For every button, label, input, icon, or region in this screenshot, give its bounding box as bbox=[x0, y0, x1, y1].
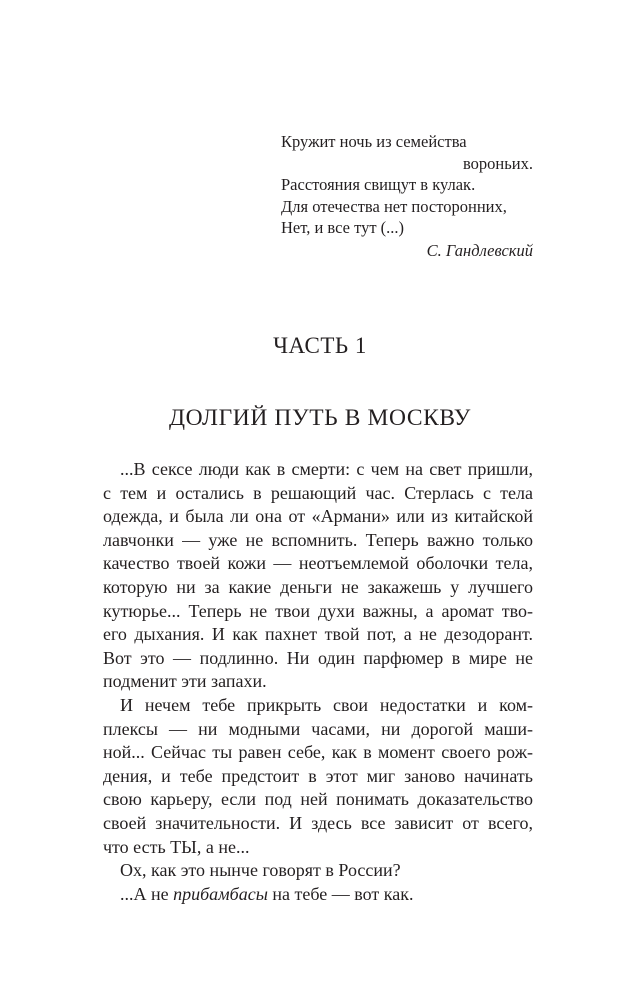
body-line: кутюрье... Теперь не твои духи важны, а аромат тво- bbox=[103, 600, 533, 621]
body-line: ной... Сейчас ты равен себе, как в момент своего рож- bbox=[103, 742, 533, 763]
body-line: которую ни за какие деньги не закажешь у лучшего bbox=[103, 576, 533, 597]
epigraph-line: Для отечества нет посторонних, bbox=[281, 196, 507, 216]
body-line: с тем и остались в решающий час. Стерлась с тела bbox=[103, 482, 533, 503]
epigraph-line: вороньих. bbox=[463, 153, 533, 173]
body-line: его дыхания. И как пахнет твой пот, а не дезодорант. bbox=[103, 624, 533, 645]
body-line: одежда, и была ли она от «Армани» или из китайской bbox=[103, 506, 533, 527]
body-line-final-italic: прибамбасы bbox=[173, 883, 268, 904]
body-line: плексы — ни модными часами, ни дорогой маши- bbox=[103, 718, 533, 739]
body-line: дения, и тебе предстоит в этот миг заново начинать bbox=[103, 765, 533, 786]
body-line: И нечем тебе прикрыть свои недостатки и ком- bbox=[120, 694, 533, 715]
body-line: подменит эти запахи. bbox=[103, 671, 267, 692]
part-title: ЧАСТЬ 1 bbox=[273, 333, 367, 358]
body-line: лавчонки — уже не вспомнить. Теперь важно только bbox=[103, 529, 533, 550]
body-line-final-end: на тебе — вот как. bbox=[267, 883, 414, 904]
body-line: свою карьеру, если под ней понимать доказательство bbox=[103, 789, 533, 810]
body-line: ...В сексе люди как в смерти: с чем на свет пришли, bbox=[120, 459, 533, 479]
body-text bbox=[103, 458, 533, 906]
body-line-final-start: ...А не bbox=[120, 883, 174, 904]
epigraph-line: Расстояния свищут в кулак. bbox=[281, 175, 476, 194]
body-line-final bbox=[103, 883, 533, 907]
chapter-title: ДОЛГИЙ ПУТЬ В МОСКВУ bbox=[169, 405, 471, 431]
epigraph-author: С. Гандлевский bbox=[426, 240, 533, 260]
body-line: качество твоей кожи — неотъемлемой оболочки тела, bbox=[103, 553, 533, 574]
body-line: Вот это — подлинно. Ни один парфюмер в мире не bbox=[103, 647, 533, 668]
epigraph-line: Кружит ночь из семейства bbox=[281, 132, 467, 151]
body-line: Ох, как это нынче говорят в России? bbox=[120, 860, 401, 881]
body-line: своей значительности. И здесь все зависит от всего, bbox=[103, 812, 533, 833]
body-line: что есть ТЫ, а не... bbox=[103, 836, 250, 857]
epigraph bbox=[281, 131, 533, 261]
epigraph-line: Нет, и все тут (...) bbox=[281, 218, 405, 237]
